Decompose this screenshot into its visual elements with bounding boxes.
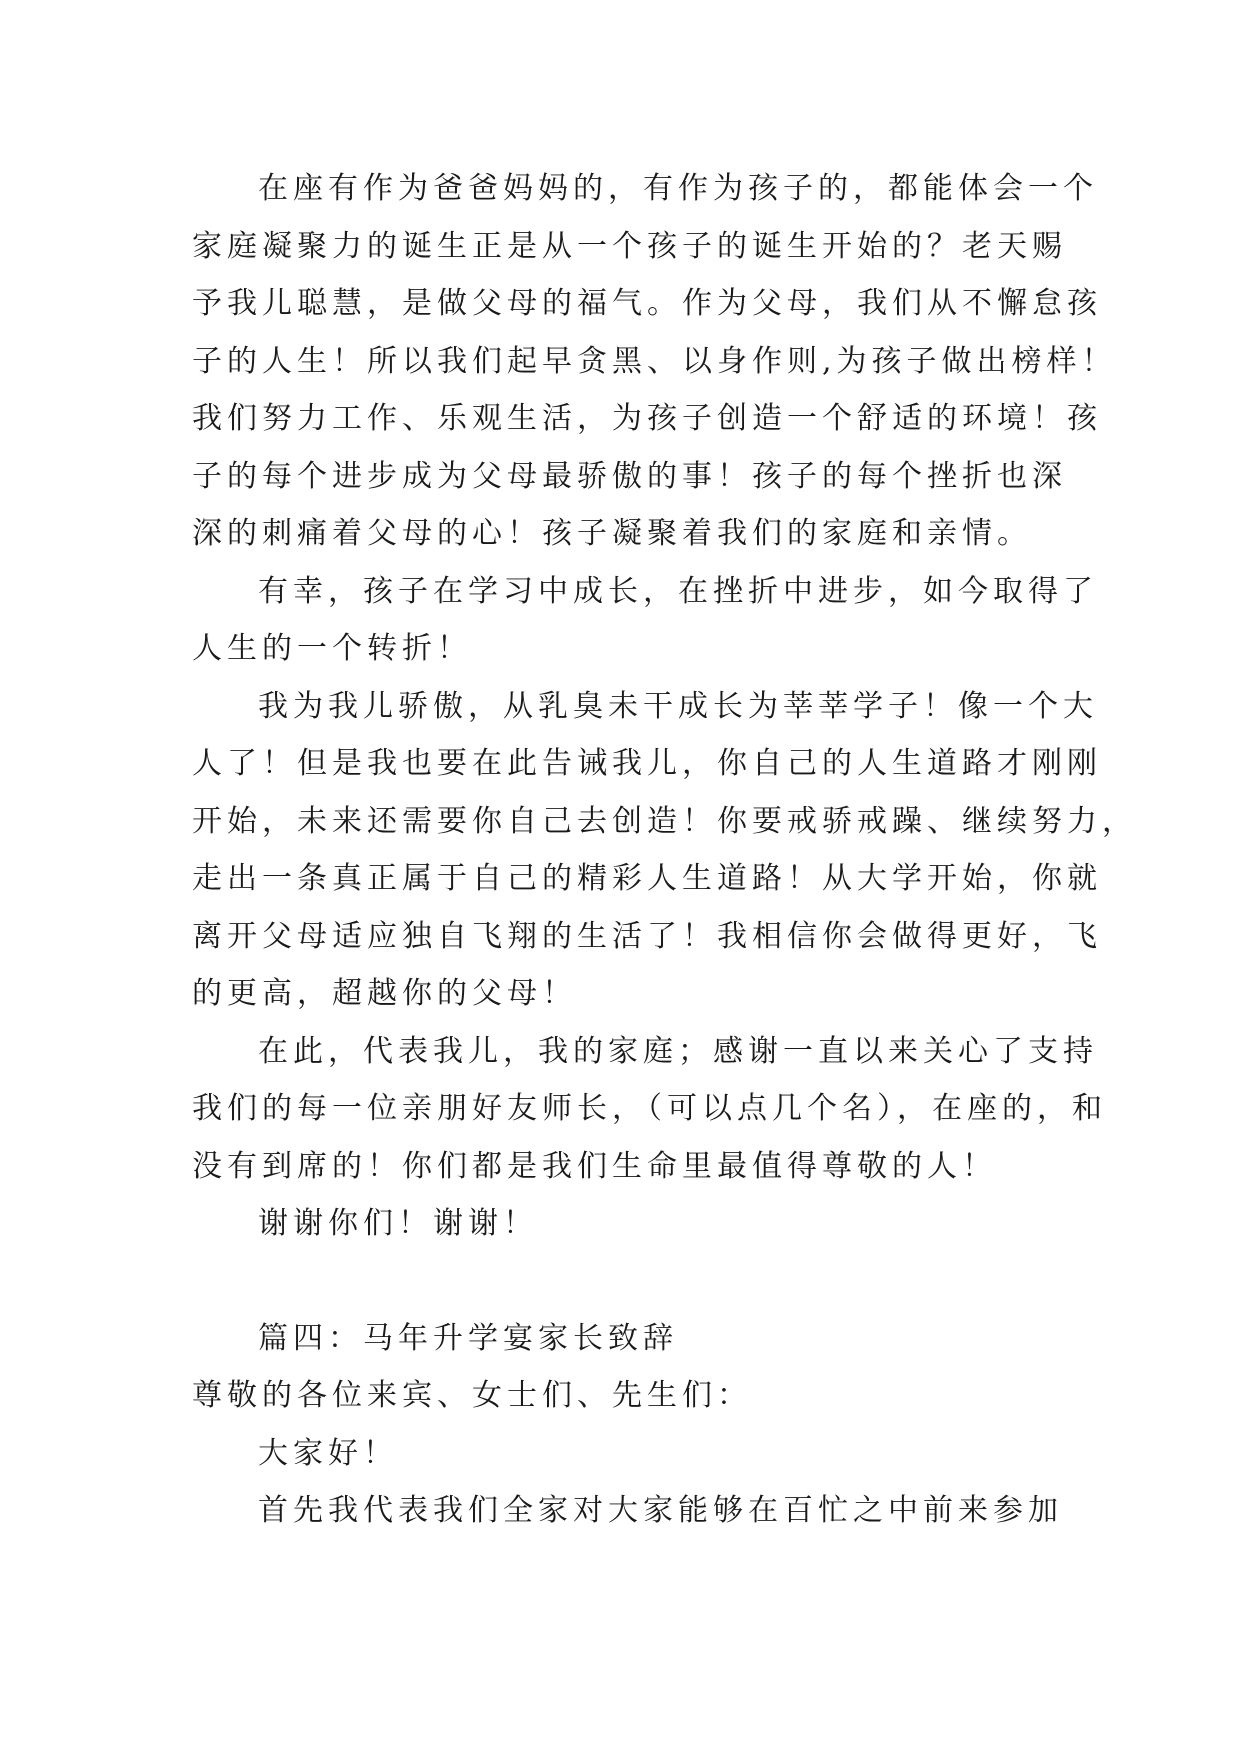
- greeting: 大家好！: [258, 1435, 398, 1471]
- text-line: 予我儿聪慧，是做父母的福气。作为父母，我们从不懈怠孩: [192, 286, 1102, 321]
- text-line: 谢谢你们！谢谢！: [258, 1206, 538, 1241]
- text-line: 家庭凝聚力的诞生正是从一个孩子的诞生开始的？老天赐: [192, 228, 1067, 264]
- text-line: 我们努力工作、乐观生活，为孩子创造一个舒适的环境！孩: [192, 401, 1102, 436]
- text-line: 人了！但是我也要在此告诫我儿，你自己的人生道路才刚刚: [192, 746, 1102, 781]
- paragraph-4: [192, 1023, 1107, 1196]
- text-line: 走出一条真正属于自己的精彩人生道路！从大学开始，你就: [192, 861, 1102, 896]
- section-gap: [192, 1253, 1062, 1310]
- paragraph-3: [192, 678, 1137, 1023]
- text-line: 深的刺痛着父母的心！孩子凝聚着我们的家庭和亲情。: [192, 516, 1032, 551]
- text-line: 我们的每一位亲朋好友师长，（可以点几个名），在座的，和: [192, 1091, 1107, 1126]
- paragraph-1: [192, 160, 1117, 563]
- text-line: 开始，未来还需要你自己去创造！你要戒骄戒躁、继续努力，: [192, 803, 1137, 839]
- section-title: 篇四：马年升学宴家长致辞: [258, 1320, 678, 1356]
- text-line: 有幸，孩子在学习中成长，在挫折中进步，如今取得了: [258, 573, 1098, 609]
- text-line: 在座有作为爸爸妈妈的，有作为孩子的，都能体会一个: [258, 171, 1098, 206]
- text-line: 离开父母适应独自飞翔的生活了！我相信你会做得更好，飞: [192, 918, 1102, 954]
- text-line: 没有到席的！你们都是我们生命里最值得尊敬的人！: [192, 1148, 997, 1184]
- text-line: 人生的一个转折！: [192, 631, 472, 666]
- text-line: 我为我儿骄傲，从乳臭未干成长为莘莘学子！像一个大: [258, 688, 1098, 724]
- text-line: 子的人生！所以我们起早贪黑、以身作则,为孩子做出榜样！: [192, 343, 1117, 379]
- paragraph-2: [192, 563, 1098, 678]
- text-line: 子的每个进步成为父母最骄傲的事！孩子的每个挫折也深: [192, 458, 1067, 494]
- text-line: 在此，代表我儿，我的家庭；感谢一直以来关心了支持: [258, 1033, 1098, 1069]
- closing-line: 首先我代表我们全家对大家能够在百忙之中前来参加: [258, 1493, 1063, 1528]
- paragraph-5: [192, 1195, 1062, 1253]
- document-body: [192, 160, 1137, 1540]
- salutation: 尊敬的各位来宾、女士们、先生们：: [192, 1378, 752, 1413]
- text-line: 的更高，超越你的父母！: [192, 976, 577, 1011]
